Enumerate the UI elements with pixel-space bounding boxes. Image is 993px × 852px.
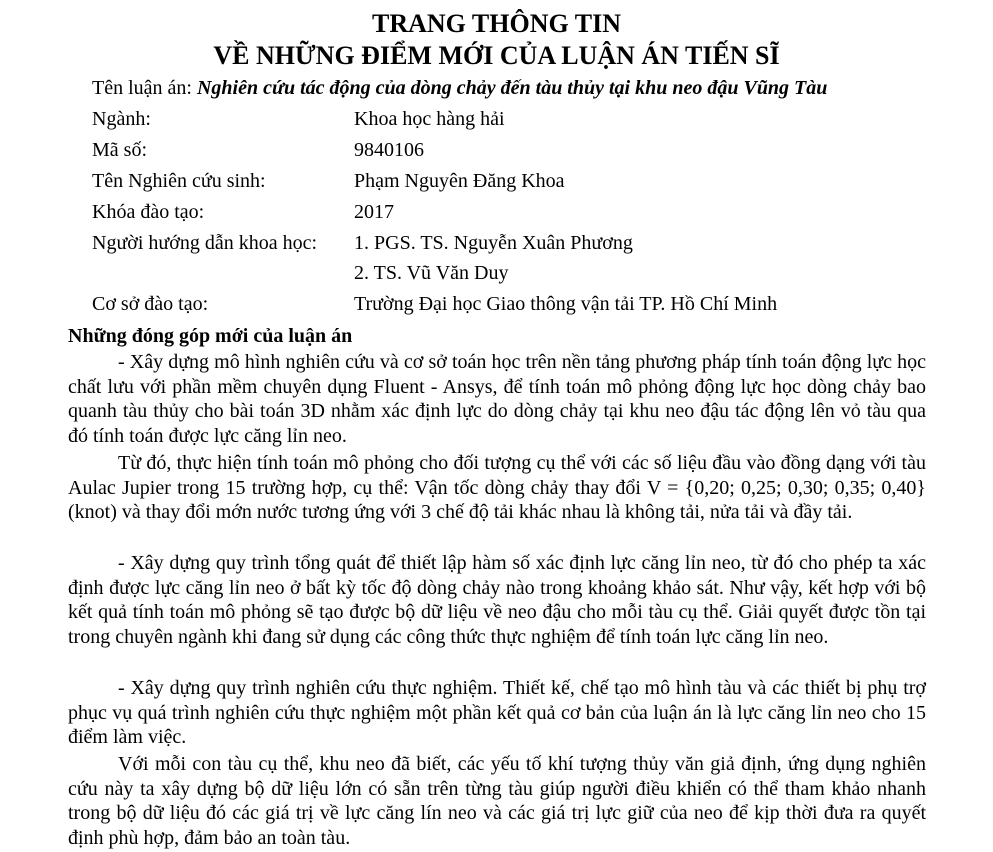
thesis-title-row: [92, 75, 972, 101]
info-value: 1. PGS. TS. Nguyễn Xuân Phương: [354, 232, 633, 254]
contributions-heading: Những đóng góp mới của luận án: [68, 325, 353, 347]
info-label: Mã số:: [92, 139, 147, 161]
info-label: Khóa đào tạo:: [92, 201, 205, 223]
info-label: Người hướng dẫn khoa học:: [92, 232, 318, 254]
info-value: 2. TS. Vũ Văn Duy: [354, 262, 509, 284]
info-value: Trường Đại học Giao thông vận tải TP. Hồ Chí Minh: [354, 293, 778, 315]
info-value: 9840106: [354, 139, 424, 161]
info-value: 2017: [354, 201, 394, 223]
contribution-paragraph: Từ đó, thực hiện tính toán mô phỏng cho đối tượng cụ thể với các số liệu đầu vào đồng dạng với tàu Aulac Jupier trong 15 trường hợp, cụ thể: Vận tốc dòng chảy thay đổi V = {0,20; 0,25; 0,30; 0,35; 0,40} (knot) và thay đổi mớn nước tương ứng với 3 chế độ tải khác nhau là không tải, nửa tải và đầy tải.: [68, 452, 926, 524]
thesis-title: Nghiên cứu tác động của dòng chảy đến tàu thủy tại khu neo đậu Vũng Tàu: [196, 77, 828, 99]
info-label: Ngành:: [92, 108, 151, 130]
thesis-label: Tên luận án:: [92, 77, 197, 99]
info-label: Cơ sở đào tạo:: [92, 293, 209, 315]
page-title: TRANG THÔNG TIN: [372, 9, 621, 38]
info-label: Tên Nghiên cứu sinh:: [92, 170, 266, 192]
contribution-paragraph: - Xây dựng mô hình nghiên cứu và cơ sở toán học trên nền tảng phương pháp tính toán động lực học chất lưu với phần mềm chuyên dụng Fluent - Ansys, để tính toán mô phỏng động lực học dòng chảy bao quanh tàu thủy cho bài toán 3D nhằm xác định lực do dòng chảy tại khu neo đậu tác động lên vỏ tàu qua đó tính toán được lực căng lỉn neo.: [68, 351, 926, 447]
contribution-paragraph: - Xây dựng quy trình nghiên cứu thực nghiệm. Thiết kế, chế tạo mô hình tàu và các thiết bị phụ trợ phục vụ quá trình nghiên cứu thực nghiệm một phần kết quả cơ bản của luận án là lực căng lỉn neo cho 15 điểm làm việc.: [68, 677, 926, 749]
contribution-paragraph: Với mỗi con tàu cụ thể, khu neo đã biết, các yếu tố khí tượng thủy văn giả định, ứng dụng nghiên cứu này ta xây dựng bộ dữ liệu lớn có sẵn trên từng tàu giúp người điều khiển có thể tham khảo nhanh trong bộ dữ liệu đó các giá trị về lực căng lín neo và các giá trị lực giữ của neo để kịp thời đưa ra quyết định phù hợp, đảm bảo an toàn tàu.: [68, 753, 926, 849]
page-subtitle: VỀ NHỮNG ĐIỂM MỚI CỦA LUẬN ÁN TIẾN SĨ: [213, 41, 780, 70]
contribution-paragraph: - Xây dựng quy trình tổng quát để thiết lập hàm số xác định lực căng lỉn neo, từ đó cho phép ta xác định được lực căng lỉn neo ở bất kỳ tốc độ dòng chảy nào trong khoảng khảo sát. Như vậy, kết hợp với bộ kết quả tính toán mô phỏng sẽ tạo được bộ dữ liệu về neo đậu cho mỗi tàu cụ thể. Giải quyết được tồn tại trong chuyên ngành khi đang sử dụng các công thức thực nghiệm để tính toán lực căng lỉn neo.: [68, 552, 926, 648]
info-value: Phạm Nguyên Đăng Khoa: [354, 170, 565, 192]
info-value: Khoa học hàng hải: [354, 108, 505, 130]
